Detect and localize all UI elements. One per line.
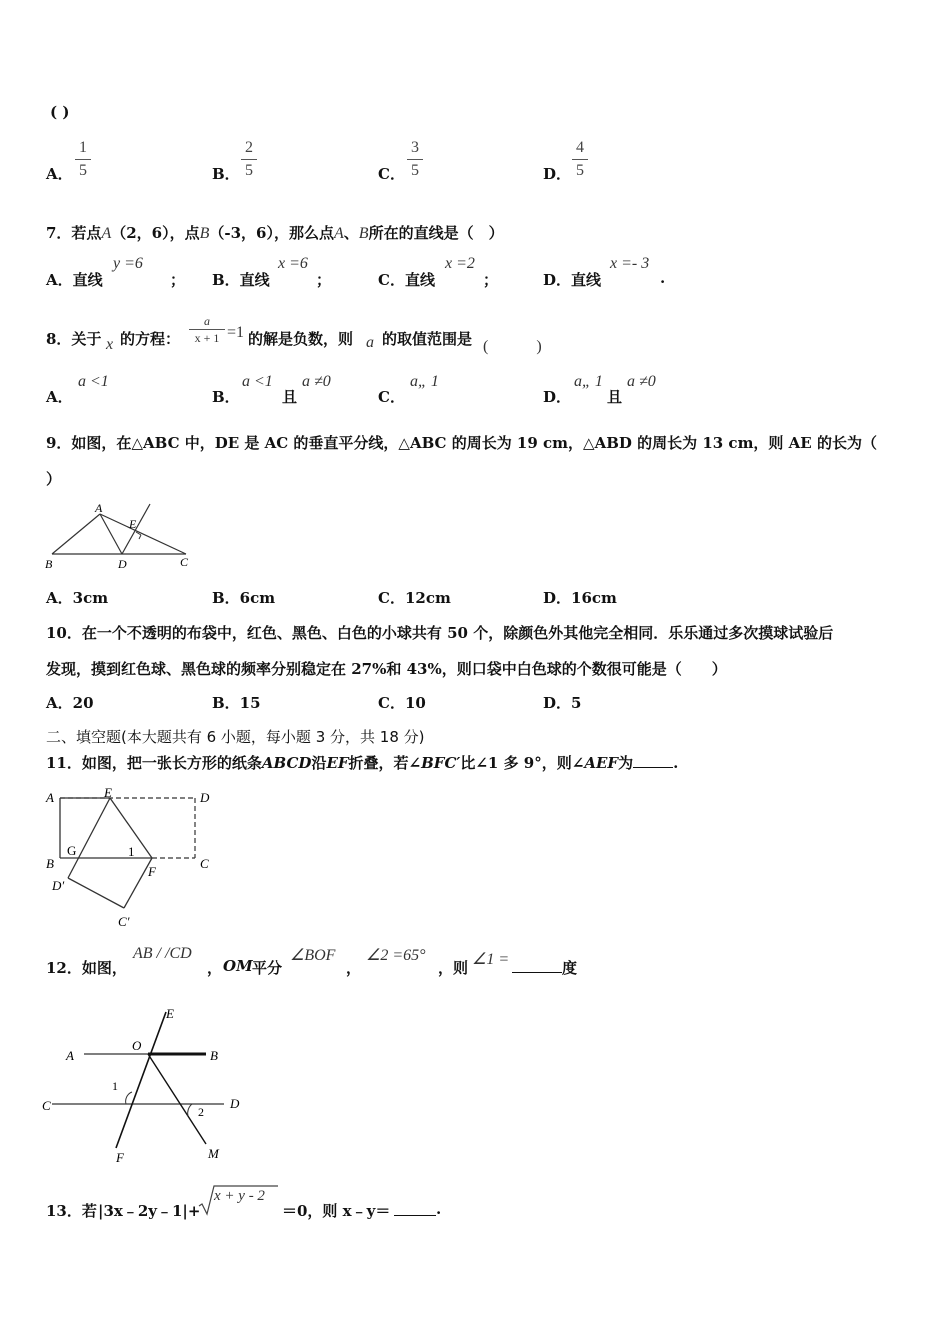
q11-label-e: E <box>104 786 112 800</box>
q8-fraction <box>189 314 225 345</box>
q13-text-3: . <box>436 1200 442 1218</box>
q11-bfc: BFC′ <box>421 754 461 772</box>
q10-line-2: 发现，摸到红色球、黑色球的频率分别稳定在 27%和 43%，则口袋中白色球的个数很可能是（ ） <box>46 660 727 678</box>
q9-option-c: C．12cm <box>378 589 451 607</box>
q7-sep: 、 <box>343 224 359 242</box>
q8-b-expr: a <1 <box>242 373 273 390</box>
q13-text-2: ＝0，则 x﹣y＝ <box>282 1202 391 1220</box>
q8-paren: ( ) <box>483 338 542 355</box>
q8-var-a: a <box>366 334 374 351</box>
q13-answer-blank[interactable] <box>394 1215 436 1216</box>
q6-a-num: 1 <box>79 139 87 156</box>
q7-option-c <box>378 269 435 290</box>
q6-option-c-letter: C． <box>378 165 405 183</box>
q9-option-d: D．16cm <box>543 589 617 607</box>
q7-option-a <box>46 269 103 290</box>
q12-label-e: E <box>166 1006 174 1021</box>
q11-fold-figure <box>40 786 220 932</box>
q7-point-b: B <box>199 225 210 242</box>
q7-a-end: ； <box>170 271 186 289</box>
q8-d-expr2: a ≠0 <box>627 373 656 390</box>
q8-d-expr: a„ 1 <box>574 373 603 390</box>
q8-option-a: A． <box>46 388 73 406</box>
q8-frac-num: a <box>204 314 210 328</box>
q9-option-b: B．6cm <box>212 589 276 607</box>
q7-text-3: （-3，6），那么点 <box>209 224 334 242</box>
q7-text-1: 7．若点 <box>46 224 102 242</box>
q11-text-3: 折叠，若∠ <box>348 754 422 772</box>
q13-text-1: 13．若 <box>46 1202 97 1220</box>
q6-d-num: 4 <box>576 139 584 156</box>
q6-c-den: 5 <box>411 162 419 179</box>
q7-a-expr: y =6 <box>113 255 143 272</box>
q7-a-label: A．直线 <box>46 271 103 289</box>
q13-abs: |3x﹣2y﹣1|+ <box>98 1202 201 1220</box>
q12-label-2: 2 <box>198 1105 204 1119</box>
q11-abcd: ABCD <box>261 754 312 772</box>
q7-b-label: B．直线 <box>212 271 270 289</box>
q11-label-g: G <box>67 843 77 858</box>
q13-radicand: x + y - 2 <box>214 1188 265 1204</box>
q9-option-a: A．3cm <box>46 589 109 607</box>
q8-eq: =1 <box>227 324 245 341</box>
q11-text-1: 11．如图，把一张长方形的纸条 <box>46 754 262 772</box>
q12-text-1: 12．如图， <box>46 959 127 977</box>
q12-text-3: 平分 <box>252 959 283 977</box>
q8-a-expr: a <1 <box>78 373 109 390</box>
q11-label-cp: C′ <box>118 914 130 929</box>
q9-label-b: B <box>45 557 53 571</box>
q6-option-d-letter: D． <box>543 165 572 183</box>
q10-option-c: C．10 <box>378 694 426 712</box>
q6-b-den: 5 <box>245 162 253 179</box>
q8-var-x: x <box>106 336 114 353</box>
q11-text-5: 为 <box>618 754 634 772</box>
q12-label-f: F <box>116 1150 124 1165</box>
q7-c-label: C．直线 <box>378 271 435 289</box>
q12-label-b: B <box>210 1048 218 1063</box>
q12-parallel-lines-figure <box>38 1002 258 1168</box>
q6-option-c-fraction <box>407 138 423 181</box>
q7-option-b <box>212 269 270 290</box>
q6-b-num: 2 <box>245 139 253 156</box>
q9-label-a: A <box>95 501 103 515</box>
q12-label-1: 1 <box>112 1079 118 1093</box>
q8-stem-1: 8．关于 <box>46 330 102 348</box>
q9-triangle-figure <box>44 500 194 572</box>
q6-option-a-fraction <box>75 138 91 181</box>
q12-expr-1: AB / /CD <box>133 945 192 962</box>
q7-text-2: （2，6），点 <box>111 224 200 242</box>
q10-option-d: D．5 <box>543 694 582 712</box>
q11-label-1: 1 <box>128 844 135 859</box>
q7-b-expr: x =6 <box>278 255 308 272</box>
q12-expr-2: ∠BOF <box>290 947 336 964</box>
q7-text-4: 所在的直线是（ ） <box>368 224 504 242</box>
q12-label-c: C <box>42 1098 51 1113</box>
q12-label-o: O <box>132 1038 142 1053</box>
q10-option-a: A．20 <box>46 694 94 712</box>
q7-b-end: ； <box>316 271 332 289</box>
q9-line-1: 9．如图，在△ABC 中，DE 是 AC 的垂直平分线，△ABC 的周长为 19 cm，△ABD 的周长为 13 cm，则 AE 的长为（ <box>46 434 877 452</box>
section-2-heading: 二、填空题(本大题共有 6 小题，每小题 3 分，共 18 分) <box>46 728 425 746</box>
q11-label-dp: D′ <box>52 878 65 893</box>
q7-point-a2: A <box>333 225 344 242</box>
q11-stem <box>46 752 678 773</box>
q10-option-b: B．15 <box>212 694 261 712</box>
q6-d-den: 5 <box>576 162 584 179</box>
q6-option-b-fraction <box>241 138 257 181</box>
q12-text-2: ， <box>207 959 223 977</box>
q12-expr-3: ∠2 =65° <box>366 947 426 964</box>
q11-label-c: C <box>200 856 209 871</box>
q6-option-d-fraction <box>572 138 588 181</box>
q12-expr-4: ∠1 = <box>472 951 510 968</box>
q6-a-den: 5 <box>79 162 87 179</box>
q11-answer-blank[interactable] <box>633 767 673 768</box>
q8-stem-3: 的解是负数，则 <box>248 330 354 348</box>
q12-label-m: M <box>208 1146 219 1161</box>
q6-option-b-letter: B． <box>212 165 240 183</box>
q8-option-d: D． <box>543 388 572 406</box>
top-paren: ( ) <box>50 103 70 121</box>
q7-stem <box>46 222 504 243</box>
q10-line-1: 10．在一个不透明的布袋中，红色、黑色、白色的小球共有 50 个，除颜色外其他完全相同．乐乐通过多次摸球试验后 <box>46 624 834 642</box>
q8-c-expr: a„ 1 <box>410 373 439 390</box>
q11-label-f: F <box>148 864 156 879</box>
q12-om: OM <box>223 957 253 975</box>
q12-text-4: ， <box>346 959 362 977</box>
q12-text-6: 度 <box>562 959 578 977</box>
q12-text-5: ，则 <box>438 959 469 977</box>
q12-label-d: D <box>230 1096 240 1111</box>
q7-d-expr: x =- 3 <box>610 255 650 272</box>
q11-text-6: . <box>673 754 679 772</box>
q11-label-a: A <box>46 790 54 805</box>
q8-frac-den: x + 1 <box>194 331 220 345</box>
q7-point-b2: B <box>358 225 369 242</box>
q9-label-d: D <box>118 557 127 571</box>
q11-text-4: 比∠1 多 9°，则∠ <box>460 754 585 772</box>
q11-label-d: D <box>200 790 210 805</box>
q9-label-e: E <box>129 517 137 531</box>
q7-point-a: A <box>101 225 112 242</box>
q7-d-label: D．直线 <box>543 271 602 289</box>
q6-c-num: 3 <box>411 139 419 156</box>
q7-d-end: . <box>660 269 666 287</box>
q8-stem-2: 的方程： <box>120 330 181 348</box>
q7-c-expr: x =2 <box>445 255 475 272</box>
q8-stem-4: 的取值范围是 <box>382 330 473 348</box>
q8-d-and: 且 <box>607 388 623 406</box>
q7-c-end: ； <box>483 271 499 289</box>
q8-option-b: B． <box>212 388 240 406</box>
q8-b-and: 且 <box>282 388 298 406</box>
q9-line-2: ） <box>46 470 62 488</box>
q8-b-expr2: a ≠0 <box>302 373 331 390</box>
q9-label-c: C <box>180 555 189 569</box>
q11-text-2: 沿 <box>311 754 327 772</box>
q12-answer-blank[interactable] <box>512 972 562 973</box>
q12-label-a: A <box>66 1048 74 1063</box>
q11-aef: AEF <box>584 754 619 772</box>
q8-option-c: C． <box>378 388 405 406</box>
q11-ef: EF <box>326 754 349 772</box>
q7-option-d <box>543 269 601 290</box>
q6-option-a-letter: A． <box>46 165 73 183</box>
q11-label-b: B <box>46 856 54 871</box>
